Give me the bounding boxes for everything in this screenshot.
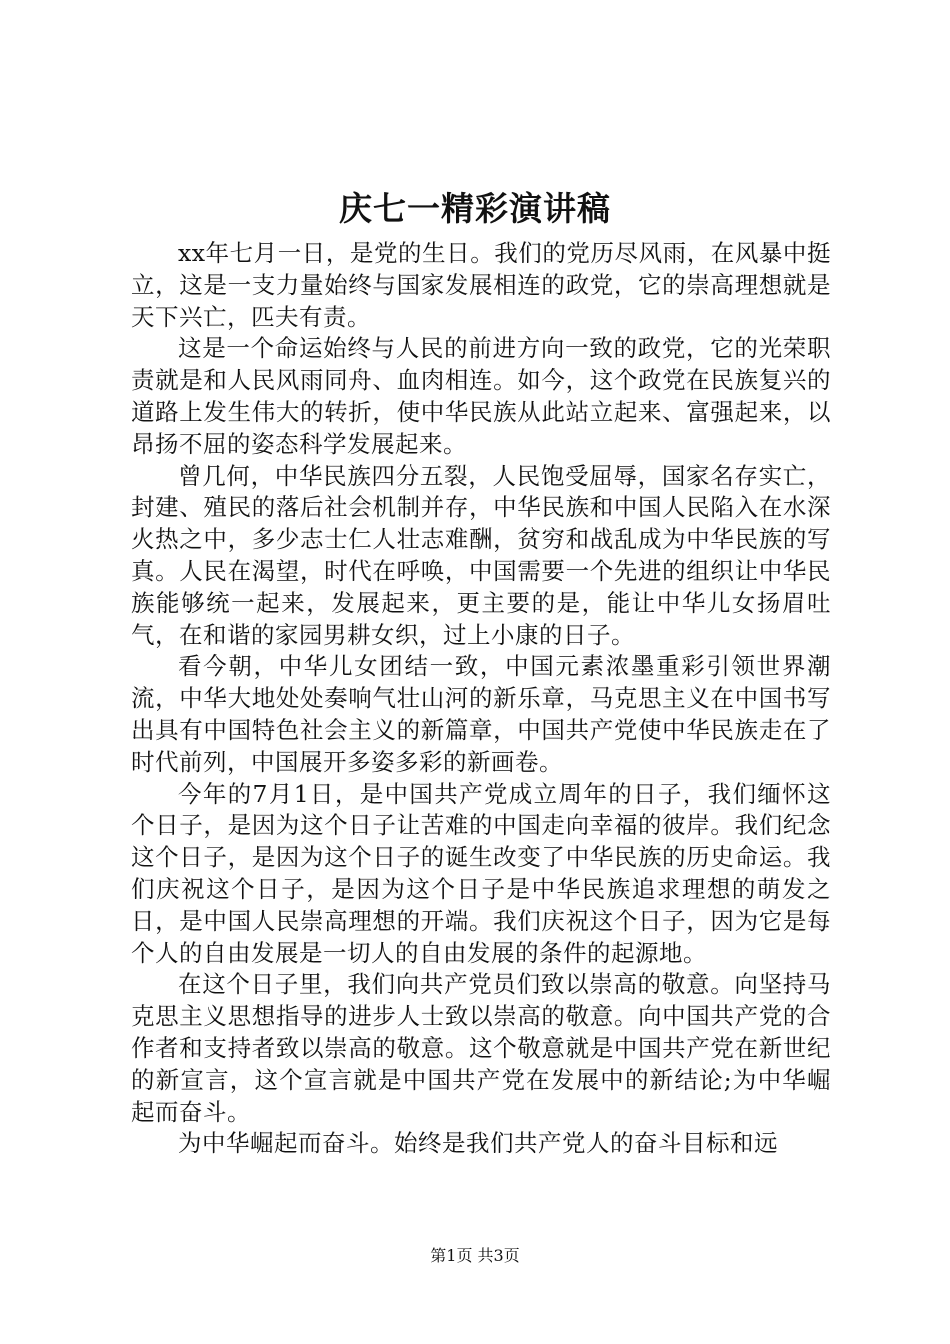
paragraph: 在这个日子里，我们向共产党员们致以崇高的敬意。向坚持马克思主义思想指导的进步人士致以崇高的敬意。向中国共产党的合作者和支持者致以崇高的敬意。这个敬意就是中国共产党在新世纪的新宣言，这个宣言就是中国共产党在发展中的新结论;为中华崛起而奋斗。 <box>131 970 831 1126</box>
document-title: 庆七一精彩演讲稿 <box>339 189 611 228</box>
paragraph: 为中华崛起而奋斗。始终是我们共产党人的奋斗目标和远 <box>178 1129 778 1158</box>
document-body <box>131 238 831 1160</box>
paragraph: xx年七月一日，是党的生日。我们的党历尽风雨，在风暴中挺立，这是一支力量始终与国家发展相连的政党，它的崇高理想就是天下兴亡，匹夫有责。 <box>131 239 831 331</box>
page-footer: 第1页 共3页 <box>430 1246 520 1265</box>
paragraph: 这是一个命运始终与人民的前进方向一致的政党，它的光荣职责就是和人民风雨同舟、血肉相连。如今，这个政党在民族复兴的道路上发生伟大的转折，使中华民族从此站立起来、富强起来，以昂扬不屈的姿态科学发展起来。 <box>131 334 831 458</box>
paragraph: 看今朝，中华儿女团结一致，中国元素浓墨重彩引领世界潮流，中华大地处处奏响气壮山河的新乐章，马克思主义在中国书写出具有中国特色社会主义的新篇章，中国共产党使中华民族走在了时代前列，中国展开多姿多彩的新画卷。 <box>131 652 831 776</box>
paragraph: 曾几何，中华民族四分五裂，人民饱受屈辱，国家名存实亡，封建、殖民的落后社会机制并存，中华民族和中国人民陷入在水深火热之中，多少志士仁人壮志难酬，贫穷和战乱成为中华民族的写真。人民在渴望，时代在呼唤，中国需要一个先进的组织让中华民族能够统一起来，发展起来，更主要的是，能让中华儿女扬眉吐气，在和谐的家园男耕女织，过上小康的日子。 <box>131 461 831 649</box>
paragraph: 今年的7月1日，是中国共产党成立周年的日子，我们缅怀这个日子，是因为这个日子让苦难的中国走向幸福的彼岸。我们纪念这个日子，是因为这个日子的诞生改变了中华民族的历史命运。我们庆祝这个日子，是因为这个日子是中华民族追求理想的萌发之日，是中国人民崇高理想的开端。我们庆祝这个日子，因为它是每个人的自由发展是一切人的自由发展的条件的起源地。 <box>131 779 831 967</box>
